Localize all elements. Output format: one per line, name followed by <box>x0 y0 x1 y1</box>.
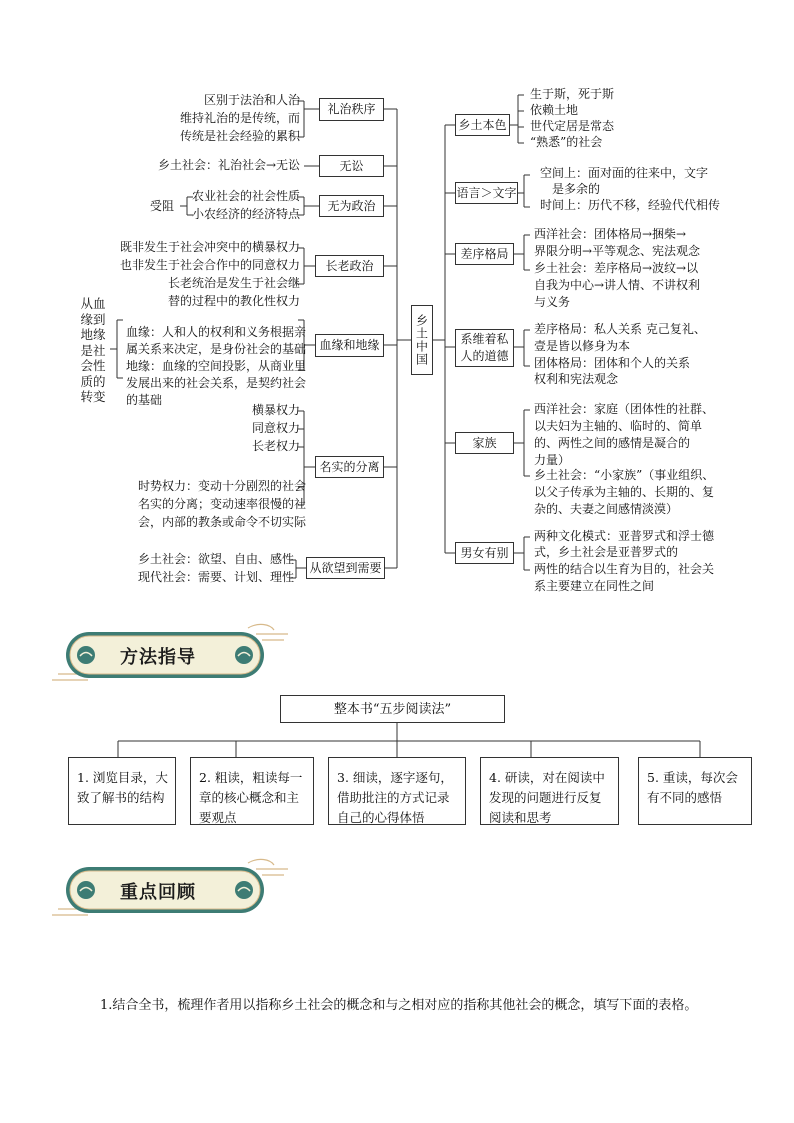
mingshi-line-1: 时势权力：变动十分剧烈的社会 <box>138 479 307 493</box>
method-step-4: 4. 研读，对在阅读中发现的问题进行反复阅读和思考 <box>480 757 619 825</box>
nannv-line-3: 两性的结合以生育为目的，社会关 <box>534 562 715 576</box>
xiwei-line-4: 权利和宪法观念 <box>534 372 619 386</box>
nannv-line-1: 两种文化模式：亚普罗式和浮士德 <box>534 529 715 543</box>
section-title-review: 重点回顾 <box>120 882 196 903</box>
node-nannv: 男女有别 <box>455 542 514 564</box>
method-root: 整本书“五步阅读法” <box>280 695 505 723</box>
yuwang-line-1: 乡土社会：欲望、自由、感性 <box>138 552 295 566</box>
xueyuan-line-2: 属关系来决定，是身份社会的基础 <box>126 342 307 356</box>
nannv-line-4: 系主要建立在同性之间 <box>534 579 655 593</box>
liyi-line-2: 维持礼治的是传统，而 <box>179 111 300 125</box>
node-xiwei <box>455 329 514 367</box>
node-zhanglao: 长老政治 <box>315 255 384 277</box>
zhanglao-line-4: 替的过程中的教化性权力 <box>167 294 300 308</box>
xiwei-label-line-2: 人的道德 <box>460 349 509 363</box>
chaxu-line-2: 界限分明→平等观念、宪法观念 <box>534 244 701 258</box>
method-step-5: 5. 重读，每次会有不同的感悟 <box>638 757 752 825</box>
mingshi-line-3: 会，内部的教条或命令不切实际 <box>138 515 307 529</box>
chaxu-line-3: 乡土社会：差序格局→波纹→以 <box>534 261 699 275</box>
yuyan-line-2: 是多余的 <box>552 182 601 196</box>
xueyuan-line-3: 地缘：血缘的空间投影，从商业里 <box>126 359 307 373</box>
node-wuwei: 无为政治 <box>319 195 384 217</box>
nannv-line-2: 式，乡土社会是亚普罗式的 <box>534 545 679 559</box>
jiazu-line-1: 西洋社会：家庭（团体性的社群、 <box>534 402 715 416</box>
jiazu-line-4: 力量） <box>534 453 571 467</box>
yuwang-line-2: 现代社会：需要、计划、理性 <box>138 570 295 584</box>
xiwei-line-2: 壹是皆以修身为本 <box>534 339 631 353</box>
liyi-line-3: 传统是社会经验的累积 <box>179 129 300 143</box>
section-title-method: 方法指导 <box>120 647 196 668</box>
node-yuwang: 从欲望到需要 <box>306 557 385 579</box>
wusong-line-1: 乡土社会：礼治社会→无讼 <box>157 158 300 172</box>
question-1: 1.结合全书，梳理作者用以指称乡土社会的概念和与之相对应的指称其他社会的概念，填写下面的表格。 <box>100 998 698 1013</box>
yuyan-line-3: 时间上：历代不移，经验代代相传 <box>540 198 721 212</box>
bense-line-3: 世代定居是常态 <box>530 119 615 133</box>
method-step-2: 2. 粗读，粗读每一章的核心概念和主要观点 <box>190 757 314 825</box>
node-xueyuan: 血缘和地缘 <box>315 334 384 357</box>
xiwei-label-line-1: 系维着私 <box>460 332 509 346</box>
chaxu-line-1: 西洋社会：团体格局→捆柴→ <box>534 227 687 241</box>
mingshi-top-1: 横暴权力 <box>251 403 300 417</box>
xueyuan-line-4: 发展出来的社会关系，是契约社会 <box>126 376 307 390</box>
method-step-3: 3. 细读，逐字逐句，借助批注的方式记录自己的心得体悟 <box>328 757 466 825</box>
section-banner-method <box>48 620 288 686</box>
zhanglao-line-2: 也非发生于社会合作中的同意权力 <box>119 258 300 272</box>
mingshi-top-3: 长老权力 <box>251 439 300 453</box>
node-chaxu: 差序格局 <box>455 243 514 265</box>
yuyan-line-1: 空间上：面对面的往来中，文字 <box>540 166 709 180</box>
node-liyi: 礼治秩序 <box>319 98 384 121</box>
bense-line-1: 生于斯，死于斯 <box>530 87 615 101</box>
bense-line-2: 依赖土地 <box>530 103 579 117</box>
xueyuan-line-1: 血缘：人和人的权利和义务根据亲 <box>126 325 307 339</box>
mingshi-top-2: 同意权力 <box>251 421 300 435</box>
bense-line-4: “熟悉”的社会 <box>530 135 603 149</box>
zhanglao-line-3: 长老统治是发生于社会继 <box>167 276 300 290</box>
xiwei-line-1: 差序格局：私人关系 克己复礼、 <box>534 322 706 336</box>
jiazu-line-5: 乡土社会：“小家族”（事业组织、 <box>534 468 715 482</box>
section-banner-review <box>48 855 288 921</box>
chaxu-line-5: 与义务 <box>534 295 571 309</box>
zhanglao-line-1: 既非发生于社会冲突中的横暴权力 <box>119 240 300 254</box>
wuwei-line-2: 小农经济的经济特点 <box>191 207 300 221</box>
jiazu-line-7: 杂的、夫妻之间感情淡漠） <box>534 502 679 516</box>
xiwei-line-3: 团体格局：团体和个人的关系 <box>534 356 691 370</box>
wuwei-line-1: 农业社会的社会性质 <box>191 189 300 203</box>
node-center: 乡土中国 <box>411 305 433 375</box>
jiazu-line-2: 以夫妇为主轴的、临时的、简单 <box>534 419 703 433</box>
jiazu-line-6: 以父子传承为主轴的、长期的、复 <box>534 485 715 499</box>
node-wusong: 无讼 <box>319 155 384 177</box>
node-mingshi: 名实的分离 <box>315 456 384 478</box>
xueyuan-line-5: 的基础 <box>126 393 163 407</box>
chaxu-line-4: 自我为中心→讲人情、不讲权利 <box>534 278 701 292</box>
jiazu-line-3: 的、两性之间的感情是凝合的 <box>534 436 691 450</box>
wuwei-prefix: 受阻 <box>150 199 175 213</box>
node-yuyan: 语言＞文字 <box>455 182 518 204</box>
node-bense: 乡土本色 <box>455 114 510 136</box>
node-jiazu: 家族 <box>455 432 514 454</box>
xueyuan-side-note: 从血缘到地缘是社会性质的转变 <box>80 296 106 404</box>
method-step-1: 1. 浏览目录，大致了解书的结构 <box>68 757 176 825</box>
liyi-line-1: 区别于法治和人治 <box>203 93 300 107</box>
mingshi-line-2: 名实的分离；变动速率很慢的社 <box>138 497 307 511</box>
